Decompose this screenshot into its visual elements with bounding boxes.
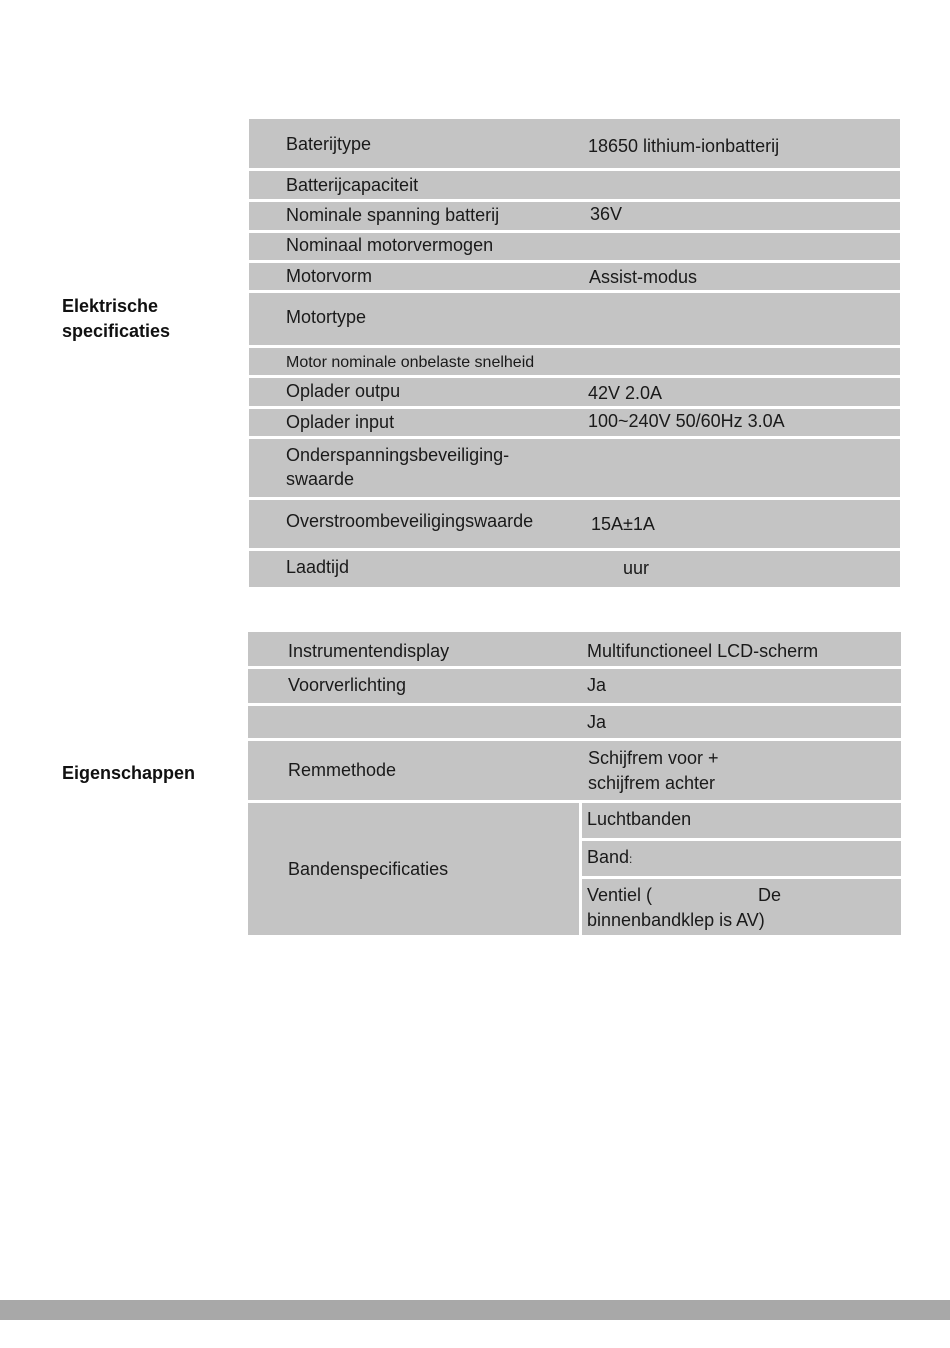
band-colon: : — [629, 852, 633, 866]
table-row — [249, 119, 900, 168]
table-row — [248, 741, 901, 800]
row-label: Oplader input — [286, 412, 395, 432]
row-value-line2: schijfrem achter — [588, 773, 716, 793]
section-title-electrical-line1: Elektrische — [62, 296, 159, 316]
table-row-valve — [582, 879, 901, 935]
table-row-tire-size — [582, 841, 901, 876]
table-row — [249, 378, 900, 406]
row-label: Oplader outpu — [286, 381, 401, 401]
table-row — [249, 348, 900, 375]
row-label: Voorverlichting — [288, 675, 407, 695]
row-value: 15A±1A — [591, 514, 655, 534]
row-label: Overstroombeveiligingswaarde — [286, 511, 534, 531]
table-row — [248, 669, 901, 703]
table-row — [249, 293, 900, 345]
row-label: Instrumentendisplay — [288, 641, 450, 661]
table-row — [249, 233, 900, 260]
row-value — [587, 845, 632, 872]
table-row-tire-label — [248, 803, 579, 935]
row-label: Batterijcapaciteit — [286, 175, 419, 195]
table-row-tire-type — [582, 803, 901, 838]
table-row — [249, 551, 900, 587]
row-value: Multifunctioneel LCD-scherm — [587, 641, 819, 661]
row-value: 100~240V 50/60Hz 3.0A — [588, 411, 785, 431]
row-label: Motortype — [286, 307, 367, 327]
row-label: Motorvorm — [286, 266, 373, 286]
row-label: Bandenspecificaties — [288, 859, 449, 879]
row-label-line1: Onderspanningsbeveiliging- — [286, 445, 510, 465]
row-label: Motor nominale onbelaste snelheid — [286, 354, 535, 371]
table-row — [249, 171, 900, 199]
row-value: Ja — [587, 712, 607, 732]
table-row — [248, 632, 901, 666]
table-row — [249, 500, 900, 548]
valve-line1a: Ventiel ( — [587, 885, 653, 905]
row-label-line2: swaarde — [286, 469, 355, 489]
table-row — [248, 706, 901, 738]
band-label: Band — [587, 847, 630, 867]
valve-line1b: De — [758, 885, 782, 905]
row-label: Baterijtype — [286, 134, 372, 154]
table-row — [249, 202, 900, 230]
row-value: Ja — [587, 675, 607, 695]
row-value: uur — [623, 558, 650, 578]
section-title-electrical — [62, 294, 170, 344]
row-value-line1: Schijfrem voor + — [588, 748, 719, 768]
row-value: Assist-modus — [589, 267, 698, 287]
row-value: 18650 lithium-ionbatterij — [588, 136, 780, 156]
section-title-electrical-line2: specificaties — [62, 321, 171, 341]
row-label: Laadtijd — [286, 557, 350, 577]
valve-line2: binnenbandklep is AV) — [587, 910, 765, 930]
section-title-features: Eigenschappen — [62, 763, 196, 783]
row-value: 36V — [590, 204, 623, 224]
table-row — [249, 409, 900, 436]
row-label: Nominale spanning batterij — [286, 205, 500, 225]
table-row — [249, 439, 900, 497]
row-value: 42V 2.0A — [588, 383, 663, 403]
row-label: Nominaal motorvermogen — [286, 235, 494, 255]
row-value: Luchtbanden — [587, 809, 692, 829]
table-row — [249, 263, 900, 290]
row-label: Remmethode — [288, 760, 397, 780]
footer-bar — [0, 1300, 950, 1320]
